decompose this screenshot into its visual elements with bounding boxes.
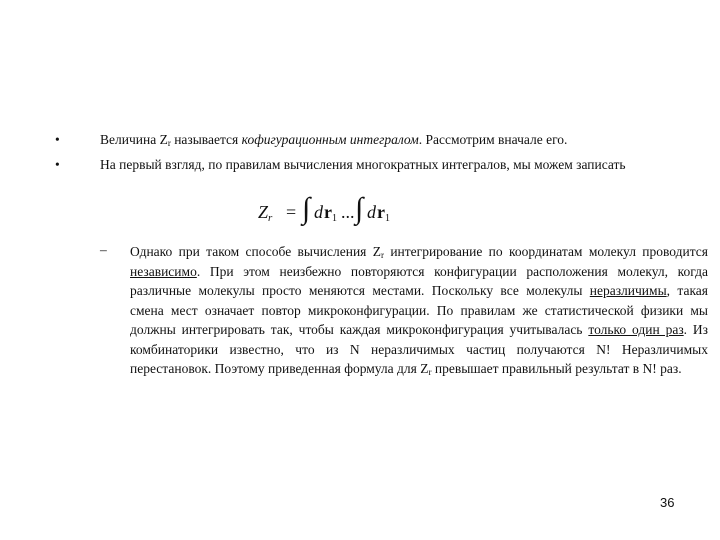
formula-d-1: d — [314, 202, 323, 222]
subscript: r — [428, 367, 432, 377]
formula-r-2-sub: 1 — [385, 213, 390, 224]
bullet-text-2: На первый взгляд, по правилам вычисления многократных интегралов, мы можем записать — [100, 157, 626, 172]
text-span: . При этом неизбежно повторяются конфигурации расположения молекул, когда различные молекулы просто меняются местами. Поскольку все молекулы — [130, 263, 708, 298]
formula-r-1-sub: 1 — [332, 213, 337, 224]
subscript: r — [380, 250, 384, 260]
formula-lhs — [258, 202, 272, 223]
text-span: Величина Z — [100, 132, 168, 147]
formula-equals: = — [286, 202, 297, 222]
formula-r-1 — [324, 202, 337, 223]
text-span: интегрирование по координатам молекул проводится — [383, 244, 708, 259]
bullet-marker: • — [55, 157, 60, 172]
formula-dots: ... — [341, 202, 355, 222]
text-span: . Из комбинаторики известно, что из N неразличимых частиц получаются N! Неразличимых перестановок. Поэтому приведенная формула для Z — [130, 322, 708, 376]
bullet-text-1 — [100, 131, 710, 150]
sub-bullet-marker: – — [100, 242, 107, 257]
sub-bullet-paragraph — [130, 242, 708, 379]
formula-lhs-sub: r — [268, 212, 273, 224]
integral-sign-2: ∫ — [355, 192, 364, 225]
italic-term: кофигурационным интегралом — [241, 132, 419, 147]
formula-r-2-letter: r — [377, 202, 385, 222]
underlined-term: только один раз — [588, 322, 684, 337]
integral-formula — [258, 192, 408, 230]
text-span: . Рассмотрим вначале его. — [418, 132, 568, 147]
text-span: Однако при таком способе вычисления Z — [130, 244, 381, 259]
text-span: называется — [170, 132, 242, 147]
bullet-marker: • — [55, 132, 60, 147]
underlined-term: независимо — [130, 263, 197, 279]
page-number: 36 — [660, 495, 675, 510]
subscript: r — [167, 138, 171, 148]
formula-z: Z — [258, 202, 269, 222]
formula-r-1-letter: r — [324, 202, 332, 222]
formula-d-2: d — [367, 202, 376, 222]
integral-sign-1: ∫ — [302, 192, 311, 225]
formula-r-2 — [377, 202, 390, 223]
text-span: превышает правильный результат в N! раз. — [431, 361, 682, 376]
underlined-term: неразличимы — [589, 283, 667, 298]
text-span: , такая смена мест означает повтор микроконфигурации. По правилам же статистической физики мы должны интегрировать так, чтобы каждая микроконфигурация учитывалась — [130, 283, 708, 337]
